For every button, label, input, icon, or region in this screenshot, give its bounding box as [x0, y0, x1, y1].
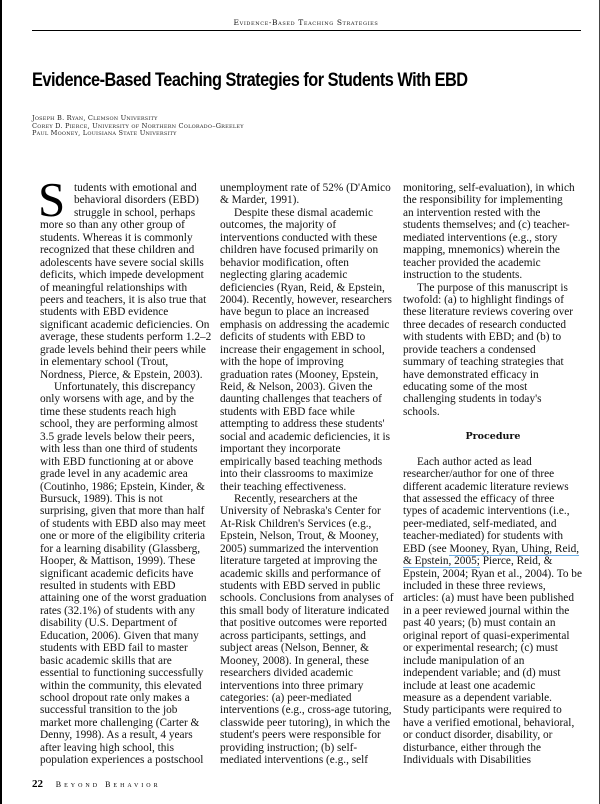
text-line: [220, 592, 392, 604]
line-text: schools. Conclusions from analyses of: [220, 592, 394, 605]
line-text: students with EBD evidence: [40, 306, 169, 319]
text-line: [403, 356, 583, 368]
text-line: [220, 194, 392, 206]
line-text: three decades of research conducted: [403, 318, 567, 331]
line-text: have a verified emotional, behavioral,: [403, 716, 575, 729]
line-text: attaining one of the worst graduation: [40, 592, 207, 605]
text-line: [40, 257, 212, 269]
text-line: [403, 369, 583, 381]
line-text: unemployment rate of 52% (D'Amico: [220, 182, 391, 194]
text-line: [40, 418, 212, 430]
line-text: Unfortunately, this discrepancy: [54, 381, 196, 393]
text-line: [403, 655, 583, 667]
text-line: [220, 630, 392, 642]
line-text: neglecting glaring academic: [220, 269, 348, 282]
text-line: [40, 543, 212, 555]
citation-link[interactable]: Mooney, Ryan, Uhing, Reid,: [449, 542, 580, 555]
line-text: University of Nebraska's Center for: [220, 505, 381, 518]
text-line: [403, 717, 583, 729]
text-line: [403, 257, 583, 269]
line-text: disability (U.S. Department of: [40, 617, 178, 630]
text-line: [403, 568, 583, 580]
line-text: students themselves; and (c) teacher-: [403, 219, 570, 232]
text-line: [220, 580, 392, 592]
text-line: [40, 381, 212, 393]
line-text: successful transition to the job: [40, 704, 178, 717]
text-line: [40, 331, 212, 343]
line-text: basic academic skills that are: [40, 654, 172, 667]
line-text: average, these students perform 1.2–2: [40, 331, 212, 344]
text-line: [40, 605, 212, 617]
text-line: [40, 493, 212, 505]
line-text: Bursuck, 1989). This is not: [40, 492, 163, 505]
page-edge: [0, 0, 2, 804]
line-text: independent variable; and (d) must: [403, 667, 561, 680]
text-line: [220, 418, 392, 430]
text-line: [403, 704, 583, 716]
line-text: in a peer reviewed journal within the: [403, 604, 570, 617]
text-line: [220, 344, 392, 356]
line-text: schools.: [403, 405, 440, 418]
text-line: [220, 369, 392, 381]
line-text: with EBD functioning at or above: [40, 455, 194, 468]
text-line: [40, 505, 212, 517]
text-line: [220, 729, 392, 741]
line-text: include at least one academic: [403, 679, 536, 692]
text-line: [220, 493, 392, 505]
text-line: [403, 742, 583, 754]
line-text: 2005) summarized the intervention: [220, 542, 379, 555]
line-text: surprising, given that more than half: [40, 505, 205, 518]
text-line: [40, 294, 212, 306]
line-text: school dropout rate only makes a: [40, 691, 190, 704]
line-text: Mooney, 2008). In general, these: [220, 654, 369, 667]
text-line: [403, 617, 583, 629]
author: Joseph B. Ryan, Clemson University: [32, 114, 158, 122]
text-line: [220, 319, 392, 331]
author-list: [32, 115, 244, 138]
line-text: summary of teaching strategies that: [403, 356, 564, 369]
line-text: peer-mediated, self-mediated, and: [403, 517, 557, 530]
line-text: provide teachers a condensed: [403, 343, 536, 356]
text-line: [40, 443, 212, 455]
text-line: [40, 729, 212, 741]
line-text: mediated interventions (e.g., story: [403, 231, 558, 244]
line-text: challenging students in today's: [403, 393, 542, 406]
line-text: interventions (e.g., cross-age tutoring,: [220, 704, 392, 717]
text-line: [403, 244, 583, 256]
line-text: across participants, settings, and: [220, 629, 366, 642]
line-text: Individuals with Disabilities: [403, 754, 532, 767]
text-line: [403, 207, 583, 219]
line-text: within the community, this elevated: [40, 679, 202, 692]
line-text: outcomes, the majority of: [220, 219, 337, 232]
text-line: [403, 381, 583, 393]
line-text: time these students reach high: [40, 405, 177, 418]
text-line: [40, 219, 212, 231]
text-line: [40, 369, 212, 381]
line-text: Procedure: [465, 430, 521, 442]
line-text: have demonstrated efficacy in: [403, 368, 539, 381]
line-text: include manipulation of an: [403, 654, 525, 667]
line-text: included in these three reviews,: [403, 580, 546, 592]
line-text: researcher/author for one of three: [403, 468, 555, 481]
text-line: [40, 232, 212, 244]
text-line: [40, 667, 212, 679]
line-text: deficits, which impede development: [40, 269, 204, 282]
text-line: [403, 729, 583, 741]
text-line: [40, 680, 212, 692]
text-line: [220, 518, 392, 530]
text-line: [220, 219, 392, 231]
text-line: [40, 468, 212, 480]
text-line: [403, 194, 583, 206]
line-text: that assessed the efficacy of three: [403, 492, 555, 505]
line-text: this small body of literature indicated: [220, 604, 390, 617]
line-text: resulted in students with EBD: [40, 580, 176, 592]
line-text: school, they are performing almost: [40, 418, 198, 431]
text-line: [220, 605, 392, 617]
article-title: Evidence-Based Teaching Strategies for Students With EBD: [32, 70, 468, 91]
header-rule: [32, 30, 581, 31]
text-line: [220, 568, 392, 580]
text-line: [403, 182, 583, 194]
text-line: [40, 344, 212, 356]
line-text: teacher provided the academic: [403, 256, 541, 269]
line-text: deficiencies (Ryan, Reid, & Epstein,: [220, 281, 385, 294]
text-line: [403, 667, 583, 679]
blank-line: [403, 443, 583, 455]
text-line: [220, 406, 392, 418]
line-text: behavior modification, often: [220, 256, 349, 269]
line-text: Epstein, 2004; Ryan et al., 2004). To be: [403, 567, 582, 580]
line-text: grade levels behind their peers while: [40, 343, 206, 356]
line-text: Recently, researchers at the: [234, 492, 358, 505]
text-line: [403, 518, 583, 530]
line-text: measure as a dependent variable.: [403, 691, 552, 704]
text-line: [403, 306, 583, 318]
text-line: [40, 568, 212, 580]
text-line: [220, 717, 392, 729]
text-line: [403, 232, 583, 244]
text-line: [403, 294, 583, 306]
line-text: emphasis on addressing the academic: [220, 318, 390, 331]
text-line: [403, 282, 583, 294]
line-text: one or more of the eligibility criteria: [40, 530, 206, 543]
line-text: significant academic deficiencies. On: [40, 318, 210, 331]
text-line: [220, 381, 392, 393]
text-line: [220, 331, 392, 343]
line-text: students with EBD served in public: [220, 580, 381, 592]
line-text: original report of quasi-experimental: [403, 629, 570, 642]
text-line: [403, 456, 583, 468]
line-text: instruction to the students.: [403, 269, 523, 282]
line-text: Reid, & Nelson, 2003). Given the: [220, 381, 373, 393]
text-line: [403, 331, 583, 343]
drop-cap: S: [38, 172, 66, 227]
line-text: monitoring, self-evaluation), in which: [403, 182, 575, 194]
text-line: [220, 655, 392, 667]
citation-link[interactable]: & Epstein, 2005;: [403, 555, 480, 568]
line-text: recognized that these children and: [40, 244, 195, 257]
line-text: students with EBD fail to master: [40, 642, 188, 655]
text-line: [40, 356, 212, 368]
line-text: Denny, 1998). As a result, 4 years: [40, 729, 193, 742]
text-line: [220, 680, 392, 692]
line-text: rates (32.1%) of students with any: [40, 604, 195, 617]
line-text: social and academic deficiencies, it is: [220, 430, 391, 443]
line-text: interventions into three primary: [220, 679, 364, 692]
text-line: [40, 617, 212, 629]
line-text: essential to functioning successfully: [40, 667, 204, 680]
text-line: [40, 655, 212, 667]
line-text: significant academic deficits have: [40, 567, 194, 580]
line-text: mediated interventions (e.g., self: [220, 754, 369, 767]
text-line: [220, 294, 392, 306]
line-text: categories: (a) peer-mediated: [220, 691, 352, 704]
text-line: [40, 319, 212, 331]
line-text: tudents with emotional and: [74, 182, 197, 194]
text-line: [220, 393, 392, 405]
line-text: (Coutinho, 1986; Epstein, Kinder, &: [40, 480, 205, 493]
text-line: [220, 207, 392, 219]
line-text: attempting to address these students': [220, 418, 385, 431]
line-text: interventions conducted with these: [220, 231, 378, 244]
text-line: [220, 754, 392, 766]
text-line: [403, 642, 583, 654]
text-line: [40, 580, 212, 592]
line-text: 2004). Recently, however, researchers: [220, 293, 392, 306]
text-line: [40, 555, 212, 567]
text-line: [40, 194, 212, 206]
blank-line: [403, 418, 583, 430]
text-line: [403, 692, 583, 704]
line-text: student's peers were responsible for: [220, 729, 381, 742]
line-text: students. Whereas it is commonly: [40, 231, 193, 244]
text-line: [403, 344, 583, 356]
text-line: [220, 244, 392, 256]
text-line: [40, 754, 212, 766]
line-text: Study participants were required to: [403, 704, 562, 717]
text-column-2: [220, 182, 392, 767]
line-text: with the hope of improving: [220, 356, 344, 369]
page-footer: [32, 778, 161, 790]
running-head: Evidence-Based Teaching Strategies: [233, 18, 379, 27]
line-text: have begun to place an increased: [220, 306, 369, 319]
text-line: [403, 555, 583, 567]
text-line: [40, 592, 212, 604]
text-line: [40, 182, 212, 194]
line-text: 3.5 grade levels below their peers,: [40, 430, 195, 443]
text-line: [40, 518, 212, 530]
text-line: [40, 692, 212, 704]
text-line: [220, 481, 392, 493]
text-line: [40, 630, 212, 642]
text-line: [220, 667, 392, 679]
line-text: more so than any other group of: [40, 219, 185, 232]
line-text: At-Risk Children's Services (e.g.,: [220, 517, 372, 530]
text-line: [220, 692, 392, 704]
text-line: [220, 617, 392, 629]
text-line: [40, 742, 212, 754]
line-text: Pierce, Reid, &: [479, 555, 553, 568]
text-line: [403, 543, 583, 555]
text-line: [403, 754, 583, 766]
line-text: educating some of the most: [403, 381, 528, 393]
line-text: providing instruction; (b) self-: [220, 741, 358, 754]
line-text: important they incorporate: [220, 443, 341, 456]
text-line: [40, 406, 212, 418]
line-text: different academic literature reviews: [403, 480, 569, 493]
text-line: [40, 642, 212, 654]
line-text: their teaching effectiveness.: [220, 480, 347, 493]
author: Corey D. Pierce, University of Northern Colorado–Greeley: [32, 121, 244, 130]
text-line: [220, 543, 392, 555]
text-line: [220, 232, 392, 244]
line-text: with less than one third of students: [40, 443, 198, 456]
text-line: [220, 356, 392, 368]
author: Paul Mooney, Louisiana State University: [32, 129, 177, 138]
line-text: for a learning disability (Glassberg,: [40, 542, 201, 555]
line-text: & Marder, 1991).: [220, 194, 300, 207]
line-text: Despite these dismal academic: [234, 206, 373, 219]
journal-name: Beyond Behavior: [55, 780, 161, 789]
section-heading: [403, 431, 583, 443]
text-line: [403, 468, 583, 480]
text-line: [40, 704, 212, 716]
line-text: graduation rates (Mooney, Epstein,: [220, 368, 379, 381]
line-text: after leaving high school, this: [40, 741, 174, 754]
text-line: [403, 580, 583, 592]
line-text: academic skills and performance of: [220, 567, 381, 580]
text-line: [220, 306, 392, 318]
line-text: teacher-mediated) for students with: [403, 530, 564, 543]
line-text: Education, 2006). Given that many: [40, 629, 199, 642]
text-column-3: [403, 182, 583, 767]
text-line: [220, 742, 392, 754]
line-text: market more challenging (Carter &: [40, 716, 200, 729]
text-line: [403, 605, 583, 617]
text-line: [220, 456, 392, 468]
line-text: disturbance, either through the: [403, 741, 542, 754]
line-text: these literature reviews covering over: [403, 306, 574, 319]
line-text: empirically based teaching methods: [220, 455, 383, 468]
text-line: [220, 431, 392, 443]
line-text: grade level in any academic area: [40, 468, 188, 481]
text-line: [40, 393, 212, 405]
line-text: struggle in school, perhaps: [74, 206, 196, 219]
line-text: with students with EBD; and (b) to: [403, 331, 562, 344]
text-line: [403, 630, 583, 642]
text-column-1: [38, 172, 212, 767]
text-line: [403, 505, 583, 517]
line-text: behavioral disorders (EBD): [74, 194, 199, 207]
text-line: [40, 717, 212, 729]
line-text: EBD (see: [403, 542, 450, 555]
text-line: [403, 393, 583, 405]
line-text: of students with EBD also may meet: [40, 517, 206, 530]
line-text: literature targeted at improving the: [220, 555, 378, 568]
text-line: [220, 269, 392, 281]
line-text: in elementary school (Trout,: [40, 356, 169, 369]
line-text: adolescents have severe social skills: [40, 256, 204, 269]
text-line: [220, 282, 392, 294]
text-line: [220, 182, 392, 194]
line-text: students with EBD face while: [220, 405, 355, 418]
line-text: mapping, mnemonics) wherein the: [403, 244, 560, 257]
line-text: or experimental research; (c) must: [403, 642, 558, 655]
page-number: 22: [32, 778, 43, 790]
line-text: of meaningful relationships with: [40, 281, 188, 294]
text-line: [220, 505, 392, 517]
text-line: [220, 530, 392, 542]
text-line: [403, 319, 583, 331]
line-text: only worsens with age, and by the: [40, 393, 195, 406]
text-line: [403, 530, 583, 542]
text-line: [40, 269, 212, 281]
line-text: children have focused primarily on: [220, 244, 379, 257]
line-text: an intervention rested with the: [403, 206, 541, 219]
text-line: [40, 431, 212, 443]
line-text: subject areas (Nelson, Benner, &: [220, 642, 369, 655]
line-text: population experiences a postschool: [40, 754, 204, 767]
text-line: [403, 680, 583, 692]
line-text: twofold: (a) to highlight findings of: [403, 293, 564, 306]
text-line: [40, 207, 212, 219]
text-line: [220, 642, 392, 654]
line-text: daunting challenges that teachers of: [220, 393, 382, 406]
text-line: [403, 219, 583, 231]
line-text: Epstein, Nelson, Trout, & Mooney,: [220, 530, 379, 543]
text-line: [220, 555, 392, 567]
text-line: [403, 406, 583, 418]
line-text: increase their engagement in school,: [220, 343, 385, 356]
line-text: types of academic interventions (i.e.,: [403, 505, 570, 518]
line-text: Each author acted as lead: [417, 455, 532, 468]
line-text: articles: (a) must have been published: [403, 592, 574, 605]
text-line: [403, 481, 583, 493]
line-text: Hooper, & Mattison, 1999). These: [40, 555, 196, 568]
line-text: that positive outcomes were reported: [220, 617, 387, 630]
line-text: past 40 years; (b) must contain an: [403, 617, 556, 630]
line-text: or conduct disorder, disability, or: [403, 729, 553, 742]
line-text: classwide peer tutoring), in which the: [220, 716, 391, 729]
text-line: [40, 530, 212, 542]
line-text: the responsibility for implementing: [403, 194, 563, 207]
text-line: [220, 257, 392, 269]
line-text: The purpose of this manuscript is: [417, 281, 568, 294]
line-text: deficits of students with EBD to: [220, 331, 366, 344]
text-line: [403, 493, 583, 505]
line-text: researchers divided academic: [220, 667, 353, 680]
text-line: [220, 443, 392, 455]
text-line: [220, 704, 392, 716]
text-line: [40, 481, 212, 493]
line-text: peers and teachers, it is also true that: [40, 293, 207, 306]
text-line: [40, 282, 212, 294]
line-text: Nordness, Pierce, & Epstein, 2003).: [40, 368, 203, 381]
text-line: [403, 269, 583, 281]
text-line: [220, 468, 392, 480]
text-line: [40, 244, 212, 256]
text-line: [40, 456, 212, 468]
line-text: into their classrooms to maximize: [220, 468, 374, 481]
text-line: [40, 306, 212, 318]
text-line: [403, 592, 583, 604]
